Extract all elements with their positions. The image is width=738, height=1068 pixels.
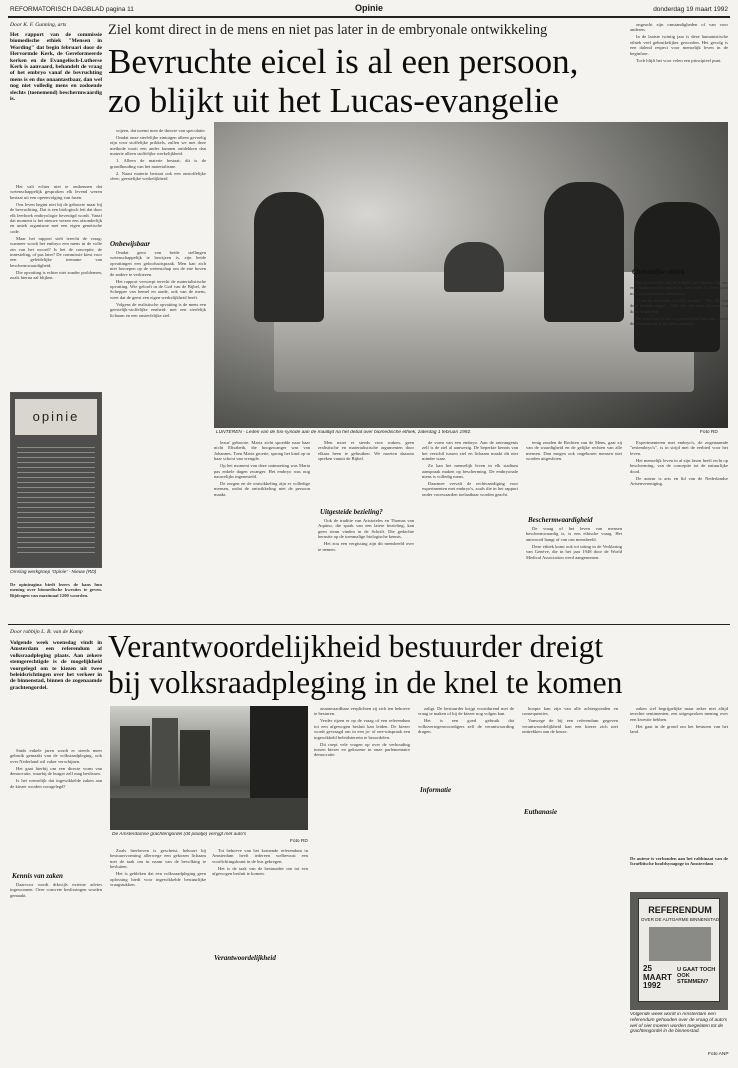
sidebar-caption: Omslag werkgroep 'Opinie' - Nieuw (RD) bbox=[10, 570, 97, 575]
subhead-uitgesteide-bezieling: Uitgesteide bezieling? bbox=[320, 508, 383, 516]
opinie-text-texture bbox=[17, 443, 95, 553]
article1-column-2: wijzen, dat noemt men de theorie van speculatie. Omdat onze sterfelijke zintuigen alleen gevoelig zijn voor stoffelijke prikkels, zullen we met deze methode nooit een ander kunnen ontdekken dan materie alleen stoffelijke werkelijkheid. 1. Alleen de materie bestaat; dit is de grondhouding van het materialisme. 2. Naast materie bestaat ook een onstoffelijke sfeer; geestelijke werkelijkheid. bbox=[110, 128, 206, 182]
poster-illustration bbox=[649, 927, 711, 961]
article1-column-7a: ongeacht zijn omstandigheden of van voor anderen. In de laatste twintig jaar is deze humanistische ethiek veel gebruikelijker geworden. Het gevolg is een dalend respect voor menselijk leven in de beginfase. Toch blijft het voor velen een principieel punt. bbox=[630, 22, 728, 63]
referendum-poster bbox=[638, 898, 720, 1002]
opinie-sidebar-image bbox=[10, 392, 102, 568]
canal-house-3 bbox=[180, 730, 210, 786]
article2-column-1b: Daarvoor wordt dikwijls externe advies ingewonnen. Over concrete beslissingen worden gemaakt. bbox=[10, 882, 102, 898]
poster-photo-credit: Foto ANP bbox=[708, 1052, 729, 1057]
subhead-christelijke-ethiek: Christelijke ethiek bbox=[632, 268, 685, 276]
article2-column-5: zaligt. De bestuurder krijgt voortdurend met de vraag te maken of hij de kiezer nog volgen kan. Het is een goed gebruik dat volksvertegenwoordigers zelf de verantwoording dragen. bbox=[418, 706, 514, 735]
article1-column-7b: Het is duidelijk dat de ethiek van Christus bij ons een fundamenteel andere is, dan hand in hand gaat met de realistische mensvisie. "Laat de kinderen tot Mij komen." Wie dit van deze kleinen ergert... Wie één van deze kleinen zou doen struikelen. De conclusie is dat er geen twijfel kan zijn: vanaf de bevruchting is de mens persoon. bbox=[630, 280, 728, 327]
article1-headline-line1: Bevruchte eicel is al een persoon, bbox=[108, 42, 579, 81]
article1-kicker: Ziel komt direct in de mens en niet pas later in de embryonale ontwikkeling bbox=[108, 22, 548, 38]
canal-tree bbox=[250, 706, 308, 798]
subhead-beschermwaardigheid: Beschermwaardigheid bbox=[528, 516, 593, 524]
opinie-logo-panel bbox=[15, 399, 97, 435]
article1-column-6: tenig zouden de Rechten van de Mens, gaat zij van de waardigheid en de gelijke rechten van alle mensen. Dan mogen ook ongeboren mensen niet worden uitgesloten. bbox=[526, 440, 622, 462]
article1-headline-line2: zo blijkt uit het Lucas-evangelie bbox=[108, 81, 559, 120]
subhead-onbewijsbaar: Onbewijsbaar bbox=[110, 240, 151, 248]
sidebar-note: De opinieagina biedt lezers de kans hun mening over biomedische kwesties te geven. Bijdragen van maximaal 1200 woorden. bbox=[10, 582, 102, 598]
article2-column-6: hoopte kan zijn van alle achtergronden en consequenties. Vanwege de bij een referendum gegeven verantwoordelijkheid kan een kiezer zich niet onttrekken aan de keuze. bbox=[522, 706, 618, 735]
article1-column-5: de vorm van een embryo. Aan de ontvangenis zelf is de ziel al aanwezig. De beperkte kennis van het verschil tussen ziel en lichaam maakt dit niet minder waar. Zo kan het menselijk leven in elk stadium aanspraak maken op bescherming. De embryonale mens is volledig mens. Daarmee vervalt de rechtvaardiging voor experimenten met embryo's, zoals die in het rapport onder voorwaarden toelaatbaar worden geacht. bbox=[422, 440, 518, 497]
article1-column-1: Het valt echter niet te ontkennen dat wetenschappelijk gesproken elk levend wezen bestaat uit een opeenvolging van fasen. Ons leven begint niet bij de geboorte maar bij de bevruchting. Dat is een biologisch feit dat door elk leerboek embryologie bevestigd wordt. Vanaf dat moment is het nieuwe wezen een afzonderlijk en uniek organisme met een eigen genetische code. Maar het rapport stelt terecht de vraag: wanneer wordt het embryo een mens in de volle zin van het woord? Is het de conceptie, de innesteling, of pas later? De commissie kiest voor een geleidelijke toename van beschermwaardigheid. Die opvatting is echter niet zonder problemen, zoals hierna zal blijken. bbox=[10, 184, 102, 281]
poster-photo-caption: Volgende week wordt in Amsterdam een referendum gehouden over de vraag of auto's wel of niet moeten worden toegelaten tot de grachtengordel in de binnenstad. bbox=[630, 1012, 728, 1035]
poster-slogan: U GAAT TOCH OOK STEMMEN? bbox=[677, 967, 716, 986]
synod-photo-credit: Foto RD bbox=[700, 430, 718, 435]
article1-column-4b: Ook de traditie van Aristoteles en Thomas van Aquino, die sprak van een latere bezieling, kan geen steun vinden in de Schrift. Die gedachte berustte op de toenmalige biologische kennis. Het zou een vergissing zijn dit mensbeeld over te nemen. bbox=[318, 518, 414, 552]
synod-photo-caption: LUNTEREN - Leden van de trio-synode aan de maaltijd na het debat over biomedische ethiek, zaterdag 1 februari 1992. bbox=[216, 430, 472, 435]
issue-date: donderdag 19 maart 1992 bbox=[653, 6, 728, 13]
canal-house-1 bbox=[120, 726, 150, 786]
poster-date: 25 MAART 1992 bbox=[643, 964, 672, 990]
article2-headline-line1: Verantwoordelijkheid bestuurder dreigt bbox=[108, 629, 604, 664]
article1-column-2b: Omdat geen van beide stellingen wetenschappelijk te bewijzen is, zijn beide opvattingen een geloofsuitspraak. Men kan zich niet beroepen op de wetenschap om de ene boven de andere te verkiezen. Het rapport verwerpt terecht de materialistische opvatting. Wie gelooft in de God van de Bijbel, de Schepper van hemel en aarde, ook van de mens, weet dat de geest een eigen werkelijkheid heeft. Volgens de realistische opvatting is de mens een geestelijk-stoffelijke eenheid: met een sterfelijk lichaam en een onsterfelijke ziel. bbox=[110, 250, 206, 318]
photo-figure-center bbox=[544, 182, 624, 322]
article2-column-7: zaken wel begrijpelijke maar zeker niet altijd terechte sentimenten, een uitgesproken mening over een kwestie hebben. Het gaat in de grond om het besturen van het land. bbox=[630, 706, 728, 735]
referendum-poster-photo bbox=[630, 892, 728, 1010]
paper-page-label: REFORMATORISCH DAGBLAD pagina 11 bbox=[10, 6, 134, 13]
article2-intro: Volgende week woensdag vindt in Amsterdam een referendum af volksraadpleging plaats. Aan zekere stemgerechtigde is de mogelijkheid voorgelegd om te kiezen uit twee beleidsrichtingen over het verkeer in de binnenstad, binnen de zogenaamde grachtengordel. bbox=[10, 640, 102, 691]
amsterdam-canal-photo bbox=[110, 706, 308, 830]
article2-byline: Door rabbijn L. B. van de Kamp bbox=[10, 629, 83, 635]
article2-column-2: Zoals hierboven is geschetst, behoort bij bestuursvorming allerwege een gekozen lichaam met de taak om in naam van de bevolking te besluiten. Het is gebleken dat een volksraadpleging geen oplossing biedt voor ingewikkelde bestuurlijke vraagstukken. bbox=[110, 848, 206, 888]
article1-column-3: lezus' geboorte. Maria zicht spoedde naar haar nicht Elisabeth, die hoogzwanger was van Johannes. Toen Maria groette, sprong het kind op in haar schoot van vreugde. Op het moment van deze ontmoeting was Maria pas enkele dagen zwanger. Het embryo was nog nauwelijks ingenesteld. De zorgen en de ontwikkeling zijn er volledige mensen, zodat de ontwikkeling niet de persoon maakt. bbox=[214, 440, 310, 497]
header-rule bbox=[8, 16, 730, 18]
section-title: Opinie bbox=[354, 3, 383, 13]
subhead-kennis-van-zaken: Kennis van zaken bbox=[12, 872, 63, 880]
article2-closing: De auteur is verbonden aan het rabbinaat van de Israëlitische hoofdsynagoge in Amsterdam bbox=[630, 856, 728, 867]
photo-figure-back bbox=[444, 242, 504, 292]
subhead-euthanasie: Euthanasie bbox=[524, 808, 558, 816]
article2-column-1: Sinds enkele jaren wordt er steeds meer gebruik gemaakt van de volksraadpleging, ook over Nederland wil vaker verschijnen. Het gaat hierbij om een directe vorm van democratie, waarbij de burger zelf mag beslissen. Is het wenselijk dat ingewikkelde zaken aan de kiezer worden voorgelegd? bbox=[10, 748, 102, 789]
canal-photo-caption: De Amsterdamse grachtengordel (dit plaatje) verrijgt mét auto's bbox=[112, 832, 247, 837]
canal-house-2 bbox=[152, 718, 178, 786]
article1-column-7c: Experimenteren met embryo's, de zogenaamde "restembryo's", is in strijd met de eerbied voor het leven. Het menselijk leven in al zijn fasen heeft recht op bescherming, van de conceptie tot de natuurlijke dood. De auteur is arts en lid van de Nederlandse Artsenvereniging. bbox=[630, 440, 728, 487]
subhead-informatie: Informatie bbox=[420, 786, 452, 794]
canal-water bbox=[110, 798, 308, 830]
subhead-verantwoordelijkheid: Verantwoordelijkheid bbox=[214, 954, 276, 962]
article1-byline: Door K. F. Gunning, arts bbox=[10, 22, 67, 28]
article-divider bbox=[8, 624, 730, 625]
poster-subtitle: OVER DE AUTOARME BINNENSTAD bbox=[640, 917, 720, 922]
article1-intro: Het rapport van de commissie biomedische ethiek "Mensen in Wording" dat begin februari door de Hervormde Kerk, de Gereformeerde kerken en de Evangelisch-Lutherse Kerk is aanvaard, behandelt de vraag of het embryo vanaf de bevruchting mens is en dus onaantastbaar, dan wel nog niet volledig mens en zodoende slechts (toenemend) beschermwaardig is. bbox=[10, 32, 102, 103]
article2-column-4: onaanvaardbaar verplichten zij zich ten behoeve te besturen. Verder rijzen er op de vraag of een referendum tot een afgewogen besluit kan leiden. De kiezer wordt gevraagd om in een ja- of nee-uitspraak een ingewikkeld beleidsterrein te beoordelen. Dit roept vele vragen op over de verhouding tussen kiezer en gekozene in onze parlementaire democratie. bbox=[314, 706, 410, 758]
poster-title: REFERENDUM bbox=[648, 905, 712, 915]
article1-column-6b: De vraag of het leven van mensen beschermwaardig is, is een ethische vraag. Het antwoord hangt af van ons mensbeeld. Deze ethiek komt ook tot uiting in de Verklaring van Genève, die in het jaar 1948 door de World Medical Association werd aangenomen. bbox=[526, 526, 622, 560]
article2-column-3: Tot behoeve van het komende referendum in Amsterdam heeft iedereen welbewust een voorlichtingskrant in de bus gekregen. Het is de taak van de bestuurder om tot een afgewogen besluit te komen. bbox=[212, 848, 308, 877]
article2-headline-line2: bij volksraadpleging in de knel te komen bbox=[108, 665, 623, 700]
canal-photo-credit: Foto RD bbox=[290, 839, 308, 844]
article1-column-4: Men moet er steeds voor waken, geen realistische en materialistische argumenten door elkaar heen te gebruiken. We moeten daarom spreken vanuit de Bijbel. bbox=[318, 440, 414, 462]
photo-figure-left bbox=[254, 192, 324, 322]
opinie-logo: opinie bbox=[32, 409, 80, 424]
